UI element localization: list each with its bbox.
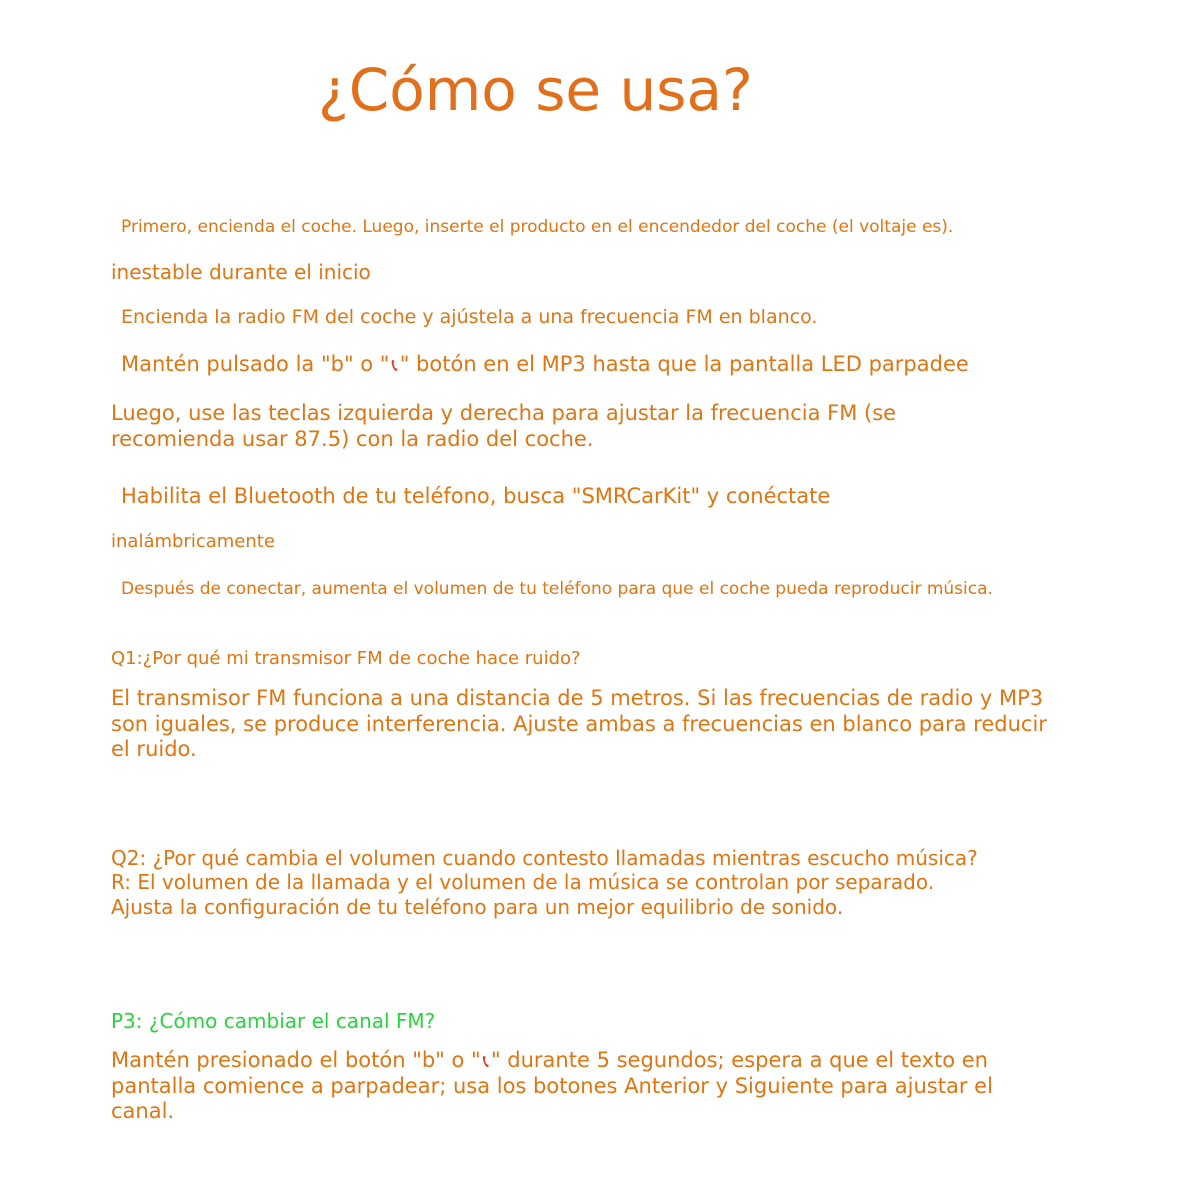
step4 — [111, 401, 896, 452]
faq-a2-line1: R: El volumen de la llamada y el volumen de la música se controlan por separado. — [111, 870, 935, 895]
faq-q2-block — [111, 846, 978, 919]
faq-q2: Q2: ¿Por qué cambia el volumen cuando contesto llamadas mientras escucho música? — [111, 846, 978, 870]
step3 — [121, 352, 969, 377]
faq-a3-text-before: Mantén presionado el botón "b" o " — [111, 1048, 481, 1072]
step6: Después de conectar, aumenta el volumen de tu teléfono para que el coche pueda reproducir música. — [121, 579, 993, 599]
step1-line1: Primero, encienda el coche. Luego, inserte el producto en el encendedor del coche (el voltaje es). — [121, 217, 954, 237]
phone-icon: 📞︎ — [482, 1051, 489, 1072]
faq-a1-line2: son iguales, se produce interferencia. Ajuste ambas a frecuencias en blanco para reducir — [111, 711, 1047, 736]
faq-a3 — [111, 1048, 993, 1125]
faq-a3-text-after: " durante 5 segundos; espera a que el texto en — [490, 1048, 988, 1072]
faq-a1-line3: el ruido. — [111, 737, 197, 762]
faq-a1-line1: El transmisor FM funciona a una distancia de 5 metros. Si las frecuencias de radio y MP3 — [111, 686, 1044, 710]
step3-text-before: Mantén pulsado la "b" o " — [121, 352, 390, 376]
step3-text-after: " botón en el MP3 hasta que la pantalla LED parpadee — [399, 352, 969, 376]
faq-a3-line2: pantalla comience a parpadear; usa los botones Anterior y Siguiente para ajustar el — [111, 1073, 993, 1098]
page-title: ¿Cómo se usa? — [318, 56, 753, 124]
step4-line1: Luego, use las teclas izquierda y derecha para ajustar la frecuencia FM (se — [111, 401, 897, 425]
step5-line1: Habilita el Bluetooth de tu teléfono, busca "SMRCarKit" y conéctate — [121, 484, 831, 508]
faq-q3: P3: ¿Cómo cambiar el canal FM? — [111, 1009, 436, 1033]
step5-line2: inalámbricamente — [111, 531, 275, 552]
faq-a3-line1 — [111, 1048, 993, 1074]
faq-q1: Q1:¿Por qué mi transmisor FM de coche hace ruido? — [111, 648, 581, 669]
faq-a1 — [111, 686, 1047, 763]
step4-line2: recomienda usar 87.5) con la radio del coche. — [111, 426, 594, 451]
phone-icon: 📞︎ — [391, 355, 398, 376]
faq-a2-line2: Ajusta la configuración de tu teléfono para un mejor equilibrio de sonido. — [111, 894, 844, 919]
faq-a3-line3: canal. — [111, 1099, 175, 1124]
step2: Encienda la radio FM del coche y ajústela a una frecuencia FM en blanco. — [121, 306, 818, 328]
step1-line2: inestable durante el inicio — [111, 260, 371, 284]
